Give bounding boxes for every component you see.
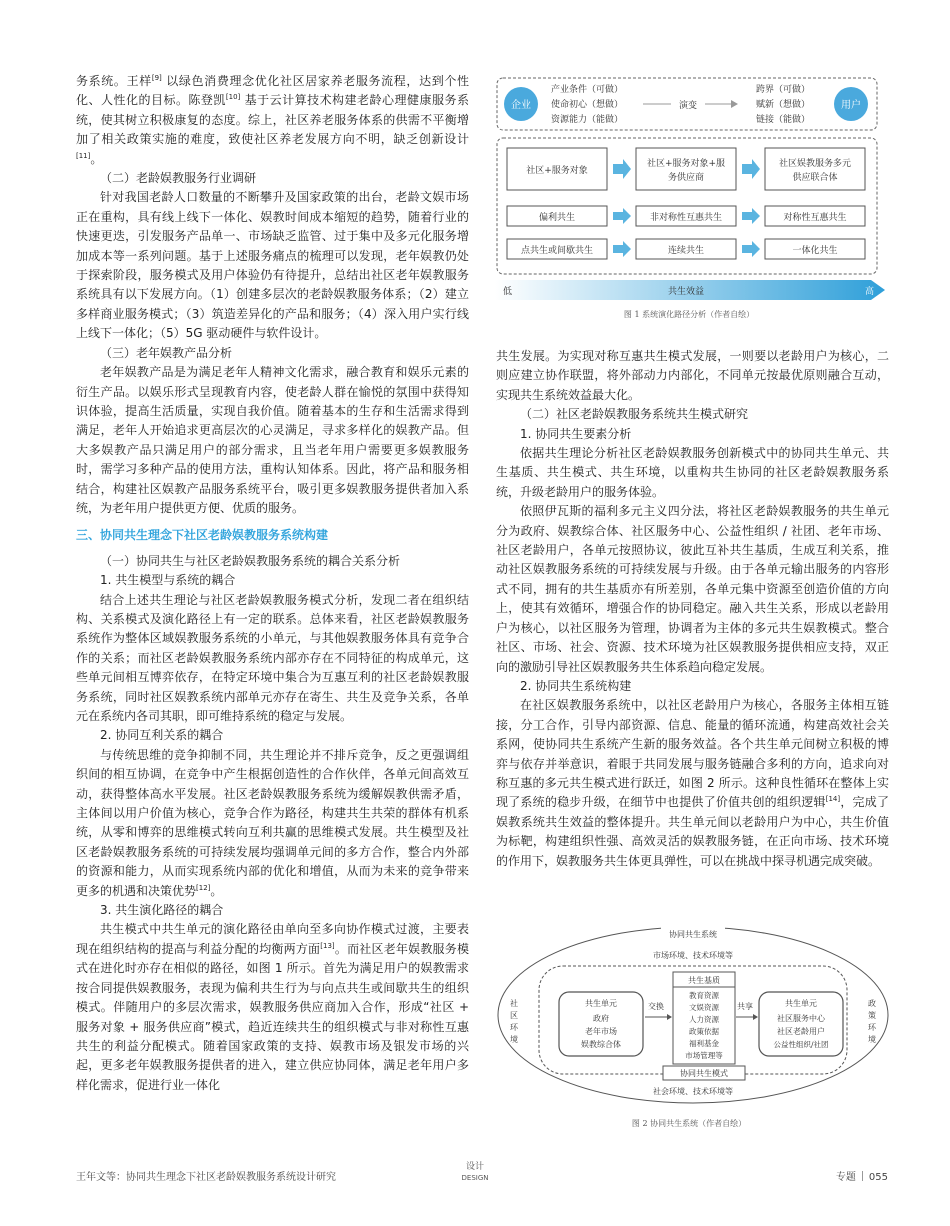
fig2-unit-item: 娱教综合体	[581, 1040, 621, 1049]
fig1-axis-label: 共生效益	[667, 287, 705, 297]
paragraph: 针对我国老龄人口数量的不断攀升及国家政策的出台，老龄文娱市场正在重构，具有线上线下一体化、娱教时间成本缩短的趋势，随着行业的快速更迭，引发服务产品单一、市场缺乏监管、过于集中及多元化服务增加成本等一系列问题。基于上述服务痛点的梳理可以发现，老年娱教仍处于探索阶段，服务模式及用户体验仍有待提升，总结出社区老年娱教服务系统具有以下发展方向。（1）创建多层次的老龄娱教服务体系；（2）建立多样商业服务模式；（3）筑造差异化的产品和服务；（4）深入用户实行线上线下一体化；（5）5G 驱动硬件与软件设计。	[76, 190, 469, 341]
page-number: 055	[868, 1172, 888, 1183]
footer-section: 专题	[835, 1172, 856, 1183]
figure-1-caption: 图 1 系统演化路径分析（作者自绘）	[623, 310, 755, 319]
fig2-share-label: 共享	[737, 1002, 753, 1011]
fig1-mode-label: 非对称性互惠共生	[649, 213, 723, 223]
fig1-mode-label: 点共生或间歇共生	[520, 246, 594, 256]
fig2-system-label: 协同共生系统	[669, 930, 717, 939]
fig2-matrix-item: 教育资源	[689, 991, 719, 1000]
fig2-share-arrowhead	[753, 1014, 758, 1020]
fig1-stage-label-line1: 社区+服务对象+服	[646, 159, 726, 169]
fig2-community-env: 社区环境	[510, 999, 518, 1044]
fig1-enterprise-label: 企业	[511, 100, 531, 111]
footer-journal-cn: 设计	[465, 1162, 484, 1172]
fig2-unit-item: 公益性组织/社团	[773, 1040, 829, 1049]
fig2-unit-item: 老年市场	[585, 1027, 617, 1036]
fig1-axis-low: 低	[503, 287, 513, 297]
fig1-mode-label: 对称性互惠共生	[783, 213, 847, 223]
text: 。	[210, 883, 223, 898]
subheading: 1. 共生模型与系统的耦合	[100, 573, 236, 588]
fig1-stage-box	[636, 148, 736, 190]
fig2-unit-item: 政府	[593, 1014, 609, 1023]
paragraph: 共生发展。为实现对称互惠共生模式发展，一则要以老龄用户为核心，二则应建立协作联盟，将外部动力内部化，不同单元按最优原则融合互动，实现共生系统效益最大化。	[496, 349, 889, 402]
section-heading: 三、协同共生理念下社区老龄娱教服务系统构建	[76, 528, 329, 543]
subsection-heading: （三）老年娱教产品分析	[100, 345, 233, 360]
fig1-user-label: 用户	[841, 100, 861, 111]
footer-journal	[455, 1162, 495, 1184]
text: 在社区娱教服务系统中，以社区老龄用户为核心，各服务主体相互链接，分工合作，引导内部资源、信息、能量的循环流通，构建高效社会关系网，使协同共生系统产生新的服务效益。各个共生单元间树立积极的博弈与依存并举意识，着眼于共同发展与服务链融合多利的方向，追求向对称互惠的多元共生模式进行跃迁，如图 2 所示。这种良性循环在整体上实现了系统的稳步升级，在细节中也提供了价值共创的组织逻辑	[496, 698, 889, 810]
footer-divider	[862, 1171, 863, 1181]
fig1-stage-label-line1: 社区娱教服务多元	[778, 159, 852, 169]
fig1-stage-label-line2: 务供应商	[667, 173, 705, 183]
fig2-unit-title: 共生单元	[585, 999, 617, 1008]
arrow-icon	[613, 159, 631, 179]
citation: [14]	[825, 795, 841, 804]
fig2-matrix-item: 市场管理等	[685, 1051, 723, 1060]
citation: [9]	[151, 74, 162, 82]
fig2-policy-env: 政策环境	[868, 999, 876, 1044]
text: 以绿色消费理念优化社区居家养老服务流程，达到个性化、人性化的目标。陈登凯	[76, 74, 469, 108]
fig2-matrix-title: 共生基质	[688, 976, 720, 985]
fig2-unit-title: 共生单元	[785, 999, 817, 1008]
footer-journal-en: DESIGN	[461, 1174, 489, 1182]
paragraph: 结合上述共生理论与社区老龄娱教服务模式分析，发现二者在组织结构、关系模式及演化路径上有一定的联系。总体来看，社区老龄娱教服务系统作为整体区域娱教服务系统的小单元，与其他娱教服务体具有竞争合作的关系；而社区老龄娱教服务系统内部亦存在不同特征的构成单元，这些单元间相互博弈依存，在特定环境中集合为互惠互利的社区老龄娱教服务系统，同时社区娱教系统内部单元亦存在寄生、共生及竞争关系，各单元在系统内各司其职，即可维持系统的稳定与发展。	[76, 592, 469, 723]
right-column	[496, 347, 889, 871]
arrow-icon	[613, 241, 631, 257]
figure-2-synergy-diagram	[493, 922, 893, 1112]
arrow-icon	[613, 208, 631, 224]
paragraph	[496, 696, 889, 871]
arrow-icon	[742, 159, 760, 179]
text: 与传统思维的竞争抑制不同，共生理论并不排斥竞争，反之更强调组织间的相互协调，在竞争中产生根据创造性的合作伙伴，各单元间高效互动，获得整体高水平发展。社区老龄娱教服务系统为缓解娱教供需矛盾，主体间以用户价值为核心，竞争合作为路径，构建共生共荣的群体有机系统，从零和博弈的思维模式转向互利共赢的思维模式发展。共生模型及社区老龄娱教服务系统的可持续发展均强调单元间的多方合作，整合内外部的资源和能力，从而实现系统内部的优化和增值，从而为未来的竞争带来更多的机遇和决策优势	[76, 747, 469, 898]
fig2-unit-item: 社区老龄用户	[777, 1027, 825, 1036]
fig1-mode-label: 一体化共生	[792, 246, 838, 256]
paragraph	[76, 920, 469, 1095]
subsection-heading: （二）社区老龄娱教服务系统共生模式研究	[520, 407, 749, 422]
paragraph: 依据共生理论分析社区老龄娱教服务创新模式中的协同共生单元、共生基质、共生模式、共生环境，以重构共生协同的社区老龄娱教服务系统，升级老龄用户的服务体验。	[496, 446, 889, 499]
fig1-stage-box	[765, 148, 865, 190]
fig1-mode-label: 偏利共生	[538, 213, 576, 223]
fig1-stage-label: 社区+服务对象	[526, 166, 588, 176]
paragraph: 依照伊瓦斯的福利多元主义四分法，将社区老龄娱教服务的共生单元分为政府、娱教综合体、社区服务中心、公益性组织 / 社团、老年市场、社区老龄用户，各单元按照协议，彼此互补共生基质，生成互利关系，推动社区娱教服务系统的可持续发展与升级。由于各单元输出服务的内容形式不同，拥有的共生基质亦有所差别，各单元集中资源至创造价值的方向上，使其有效循环，增强合作的协同稳定。融入共生关系，形成以老龄用户为核心，以社区服务为管理，协调者为主体的多元共生娱教模式。整合社区、市场、社会、资源、技术环境为社区娱教服务提供相应支持，双正向的激励引导社区娱教服务共生体系趋向稳定发展。	[496, 504, 889, 674]
fig2-matrix-item: 人力资源	[689, 1015, 719, 1024]
fig1-right-item: 赋新（想做）	[756, 100, 811, 110]
fig2-matrix-item: 文娱资源	[689, 1003, 719, 1012]
text: 。	[90, 151, 103, 166]
text: 共生模式中共生单元的演化路径由单向至多向协作模式过渡，主要表现在组织结构的提高与利益分配的均衡两方面	[76, 922, 469, 956]
fig2-market-env: 市场环境、技术环境等	[653, 951, 733, 960]
subheading: 2. 协同互利关系的耦合	[100, 728, 224, 743]
fig2-exchange-arrowhead	[667, 1014, 672, 1020]
fig1-mode-label: 连续共生	[667, 246, 705, 256]
footer-page-info	[836, 1168, 888, 1183]
figure-1-evolution-diagram	[493, 76, 893, 306]
fig1-evolve-label: 演变	[678, 101, 698, 111]
subsection-heading: （二）老龄娱教服务行业调研	[100, 171, 257, 186]
fig2-social-env: 社会环境、技术环境等	[653, 1087, 733, 1096]
citation: [13]	[320, 941, 335, 950]
fig1-left-item: 产业条件（可做）	[551, 85, 624, 95]
fig2-unit-item: 社区服务中心	[777, 1014, 825, 1023]
subheading: 1. 协同共生要素分析	[520, 426, 632, 441]
paragraph: 老年娱教产品是为满足老年人精神文化需求，融合教育和娱乐元素的衍生产品。以娱乐形式呈现教育内容，使老龄人群在愉悦的氛围中获得知识体验，提高生活质量，实现自我价值。随着基本的生存和生活需求得到满足，老年人开始追求更高层次的心灵满足，寻求多样化的娱教产品。但大多娱教产品只满足用户的部分需求，且当老年用户需要更多娱教服务时，需学习多种产品的使用方法，重构认知体系。因此，将产品和服务相结合，构建社区娱教产品服务系统平台，吸引更多娱教服务提供者加入系统，为老年用户提供更方便、优质的服务。	[76, 365, 469, 515]
text: 务系统。王样	[76, 74, 152, 88]
fig1-axis-high: 高	[865, 287, 875, 297]
fig1-right-item: 跨界（可做）	[756, 85, 811, 95]
subsection-heading: （一）协同共生与社区老龄娱教服务系统的耦合关系分析	[100, 553, 401, 568]
citation: [10]	[225, 93, 241, 102]
subheading: 2. 协同共生系统构建	[520, 678, 632, 693]
arrow-icon	[742, 241, 760, 257]
fig1-right-item: 链接（能做）	[756, 115, 811, 125]
fig2-mode-label: 协同共生模式	[680, 1069, 728, 1078]
subheading: 3. 共生演化路径的耦合	[100, 903, 224, 918]
figure-2-caption: 图 2 协同共生系统（作者自绘）	[631, 1119, 747, 1128]
fig1-left-item: 使命初心（想做）	[551, 100, 624, 110]
left-column	[76, 72, 469, 1095]
paragraph	[76, 746, 469, 901]
fig2-matrix-item: 政策依据	[689, 1027, 719, 1036]
paragraph	[76, 72, 469, 169]
arrow-icon	[742, 208, 760, 224]
citation: [11]	[76, 151, 91, 160]
fig2-exchange-label: 交换	[648, 1002, 664, 1011]
fig1-stage-label-line2: 供应联合体	[792, 173, 838, 183]
fig2-matrix-item: 福利基金	[689, 1039, 719, 1048]
footer-article-title: 王年文等：协同共生理念下社区老龄娱教服务系统设计研究	[76, 1172, 336, 1183]
fig1-left-item: 资源能力（能做）	[551, 115, 624, 125]
fig1-evolve-arrowhead	[731, 100, 738, 108]
text: ，完成了娱教系统共生效益的整体提升。共生单元间以老龄用户为中心，共生价值为标靶，构建组织性强、高效灵活的娱教服务链，在正向市场、技术环境的作用下，娱教服务共生体更具弹性，可以在挑战中探寻机遇完成突破。	[496, 795, 889, 868]
citation: [12]	[196, 883, 211, 892]
text: 。而社区老年娱教服务模式在进化时亦存在相似的路径，如图 1 所示。首先为满足用户的娱教需求按合同提供娱教服务，表现为偏利共生行为与向点共生或间歇共生的组织模式。伴随用户的多层次需求，娱教服务供应商加入合作，形成“社区 + 服务对象 + 服务供应商”模式，趋近连续共生的组织模式与非对称性互惠共生的利益分配模式。随着国家政策的支持、娱教市场及银发市场的兴起，更多老年娱教服务提供者的进入，建立供应协同体，满足老年用户多样化需求，促进行业一体化	[76, 941, 469, 1092]
text: 基于云计算技术构建老龄心理健康服务系统，使其树立积极康复的态度。综上，社区养老服务体系的供需不平衡增加了相关政策实施的难度，致使社区养老发展方向不明，缺乏创新设计	[76, 93, 469, 147]
